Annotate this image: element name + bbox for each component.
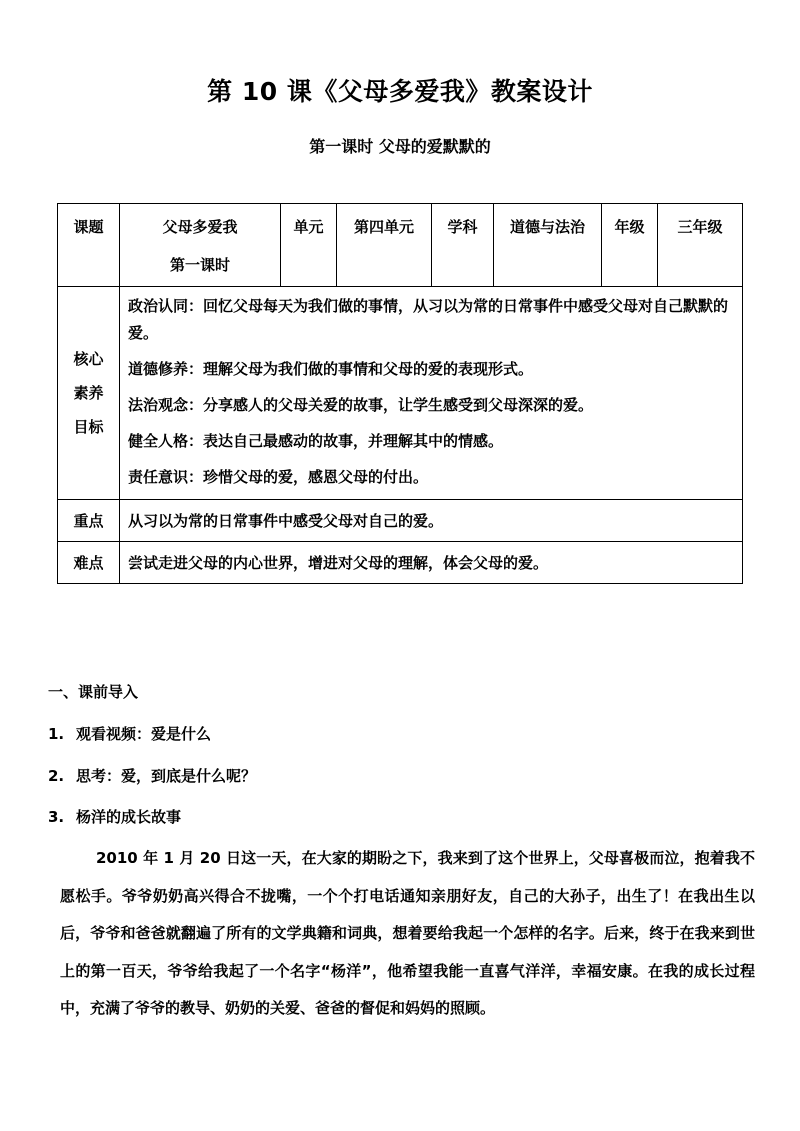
- goals-label-cell: [58, 287, 120, 500]
- list-item-number: 2.: [48, 767, 65, 785]
- goals-label-3: 目标: [73, 418, 104, 436]
- list-item-text: 观看视频：爱是什么: [76, 725, 212, 743]
- goals-content: [120, 287, 743, 500]
- goal-political: 政治认同：回忆父母每天为我们做的事情，从习以为常的日常事件中感受父母对自己默默的爱。: [128, 297, 729, 342]
- goal-law: 法治观念：分享感人的父母关爱的故事，让学生感受到父母深深的爱。: [128, 396, 594, 414]
- list-item-3: [48, 806, 181, 827]
- list-item-text: 杨洋的成长故事: [76, 808, 182, 826]
- goals-label-1: 核心: [73, 350, 104, 368]
- difficulty-text: 尝试走进父母的内心世界，增进对父母的理解，体会父母的爱。: [120, 542, 743, 584]
- list-item-2: [48, 765, 256, 786]
- list-item-text: 思考：爱，到底是什么呢？: [76, 767, 257, 785]
- key-point-text: 从习以为常的日常事件中感受父母对自己的爱。: [120, 500, 743, 542]
- document-title: 第 10 课《父母多爱我》教案设计: [207, 77, 593, 106]
- subject-label: 学科: [447, 218, 478, 236]
- topic-value: 父母多爱我: [162, 218, 238, 236]
- topic-label: 课题: [73, 218, 104, 236]
- section-heading: 一、课前导入: [48, 683, 139, 701]
- goals-row: [58, 287, 743, 500]
- goal-responsibility: 责任意识：珍惜父母的爱，感恩父母的付出。: [128, 468, 429, 486]
- grade-label-cell: [602, 204, 658, 287]
- subject-value: 道德与法治: [509, 218, 585, 236]
- grade-value: 三年级: [677, 218, 723, 236]
- list-item-number: 1.: [48, 725, 65, 743]
- key-point-label: 重点: [58, 500, 120, 542]
- grade-label: 年级: [614, 218, 645, 236]
- topic-period: 第一课时: [169, 256, 230, 274]
- topic-cell: [120, 204, 281, 287]
- list-item-number: 3.: [48, 808, 65, 826]
- unit-label: 单元: [293, 218, 324, 236]
- goal-personality: 健全人格：表达自己最感动的故事，并理解其中的情感。: [128, 432, 504, 450]
- goal-moral: 道德修养：理解父母为我们做的事情和父母的爱的表现形式。: [128, 360, 534, 378]
- unit-label-cell: [281, 204, 337, 287]
- list-item-1: [48, 723, 211, 744]
- subject-label-cell: [432, 204, 494, 287]
- grade-cell: [658, 204, 743, 287]
- difficulty-row: [58, 542, 743, 584]
- subject-cell: [494, 204, 602, 287]
- goals-label-2: 素养: [73, 384, 104, 402]
- topic-label-cell: [58, 204, 120, 287]
- difficulty-label: 难点: [58, 542, 120, 584]
- table-header-row: [58, 204, 743, 287]
- lesson-plan-table: [57, 203, 743, 584]
- unit-value: 第四单元: [353, 218, 414, 236]
- key-point-row: [58, 500, 743, 542]
- story-paragraph: 2010 年 1 月 20 日这一天，在大家的期盼之下，我来到了这个世界上，父母喜极而泣，抱着我不愿松手。爷爷奶奶高兴得合不拢嘴，一个个打电话通知亲朋好友，自己的大孙子，出生了！在我出生以后，爷爷和爸爸就翻遍了所有的文学典籍和词典，想着要给我起一个怎样的名字。后来，终于在我来到世上的第一百天，爷爷给我起了一个名字“杨洋”，他希望我能一直喜气洋洋，幸福安康。在我的成长过程中，充满了爷爷的教导、奶奶的关爱、爸爸的督促和妈妈的照顾。: [60, 849, 755, 1017]
- unit-cell: [337, 204, 432, 287]
- document-subtitle: 第一课时 父母的爱默默的: [309, 137, 491, 156]
